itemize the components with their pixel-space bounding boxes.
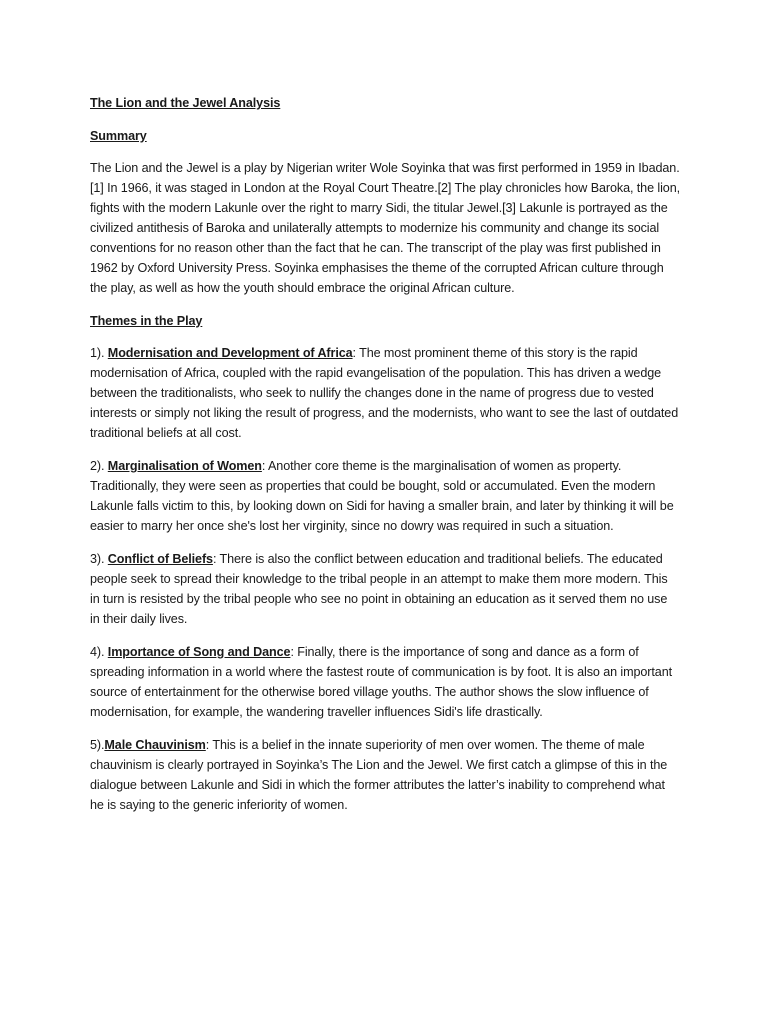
- theme-number: 5).: [90, 738, 105, 752]
- theme-paragraph: [90, 549, 680, 629]
- document-title: The Lion and the Jewel Analysis: [90, 96, 281, 110]
- summary-paragraph: The Lion and the Jewel is a play by Nigerian writer Wole Soyinka that was first performed in 1959 in Ibadan.[1] In 1966, it was staged in London at the Royal Court Theatre.[2] The play chronicles how Baroka, the lion, fights with the modern Lakunle over the right to marry Sidi, the titular Jewel.[3] Lakunle is portrayed as the civilized antithesis of Baroka and unilaterally attempts to modernize his community and change its social conventions for no reason other than the fact that he can. The transcript of the play was first published in 1962 by Oxford University Press. Soyinka emphasises the theme of the corrupted African culture through the play, as well as how the youth should embrace the original African culture.: [90, 161, 680, 295]
- theme-title: Marginalisation of Women: [107, 459, 262, 473]
- theme-text: : Another core theme is the marginalisation of women as property. Traditionally, they were seen as properties that could be bought, sold or accumulated. Even the modern Lakunle falls victim to this, by looking down on Sidi for having a smaller brain, and later by thinking it will be easier to marry her once she's lost her virginity, since no dowry was required in such a situation.: [90, 459, 674, 533]
- document-page: [90, 93, 680, 828]
- theme-paragraph: [90, 456, 680, 536]
- theme-number: 1).: [90, 346, 108, 360]
- theme-title: Conflict of Beliefs: [107, 552, 213, 566]
- theme-paragraph: [90, 735, 680, 815]
- theme-text: : There is also the conflict between education and traditional beliefs. The educated people seek to spread their knowledge to the tribal people in an attempt to make them more modern. This in turn is resisted by the tribal people who see no point in obtaining an education as it served them no use in their daily lives.: [90, 552, 668, 626]
- theme-number: 3).: [90, 552, 108, 566]
- theme-text: : The most prominent theme of this story is the rapid modernisation of Africa, coupled with the rapid evangelisation of the population. This has driven a wedge between the traditionalists, who seek to nullify the changes done in the name of progress due to vested interests or simply not liking the result of progress, and the modernists, who want to see the last of outdated traditional beliefs at all cost.: [90, 346, 679, 440]
- summary-heading: Summary: [90, 129, 147, 143]
- theme-text: : Finally, there is the importance of song and dance as a form of spreading information in a world where the fastest route of communication is by foot. It is also an important source of entertainment for the otherwise bored village youths. The author shows the slow influence of modernisation, for example, the wandering traveller influences Sidi's life drastically.: [90, 645, 673, 719]
- theme-number: 2).: [90, 459, 108, 473]
- theme-title: Male Chauvinism: [104, 738, 206, 752]
- theme-paragraph: [90, 642, 680, 722]
- theme-number: 4).: [90, 645, 108, 659]
- theme-title: Importance of Song and Dance: [107, 645, 291, 659]
- theme-title: Modernisation and Development of Africa: [107, 346, 353, 360]
- themes-heading: Themes in the Play: [90, 314, 203, 328]
- theme-text: : This is a belief in the innate superiority of men over women. The theme of male chauvinism is clearly portrayed in Soyinka’s The Lion and the Jewel. We first catch a glimpse of this in the dialogue between Lakunle and Sidi in which the former attributes the latter’s inability to comprehend what he is saying to the generic inferiority of women.: [90, 738, 668, 812]
- theme-paragraph: [90, 343, 680, 443]
